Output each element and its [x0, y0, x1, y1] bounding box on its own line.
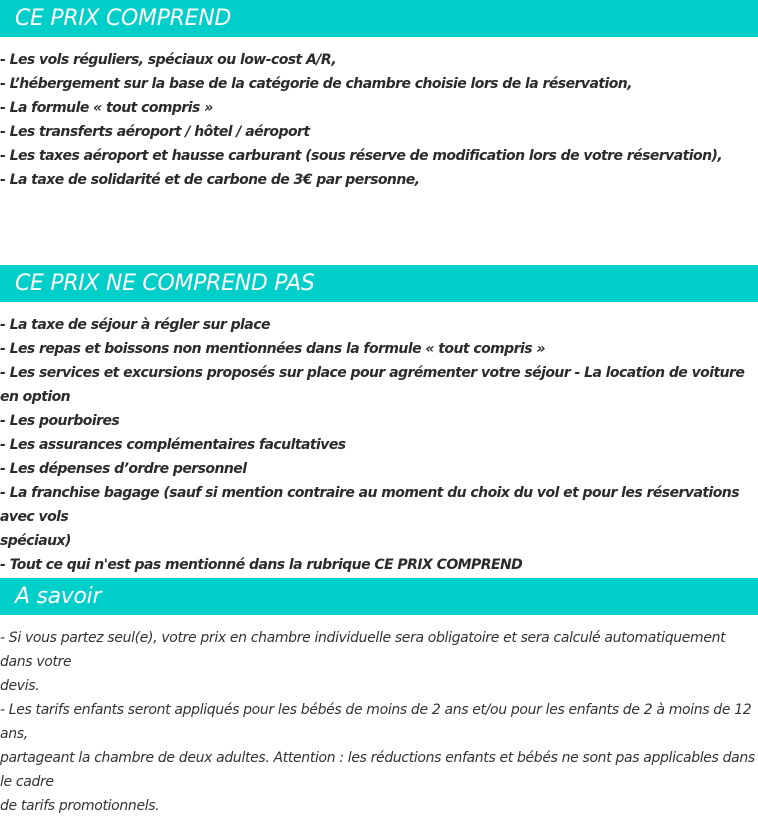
list-item: - Les dépenses d’ordre personnel — [0, 461, 247, 477]
notes-list — [0, 626, 756, 818]
section-header-a-savoir — [0, 578, 758, 615]
list-item: - La formule « tout compris » — [0, 100, 213, 116]
included-list — [0, 48, 756, 192]
list-item: - Les repas et boissons non mentionnées dans la formule « tout compris » — [0, 341, 545, 357]
excluded-list — [0, 313, 756, 577]
list-item: - Tout ce qui n'est pas mentionné dans la rubrique CE PRIX COMPREND — [0, 557, 523, 573]
note-line: de tarifs promotionnels. — [0, 798, 160, 814]
list-item: - L’hébergement sur la base de la catégorie de chambre choisie lors de la réservation, — [0, 76, 632, 92]
list-item: - La franchise bagage (sauf si mention contraire au moment du choix du vol et pour les réservations avec vols — [0, 485, 739, 525]
section-title: CE PRIX NE COMPREND PAS — [15, 271, 315, 296]
section-title: CE PRIX COMPREND — [15, 6, 232, 31]
list-item: - Les assurances complémentaires facultatives — [0, 437, 346, 453]
section-header-prix-comprend — [0, 0, 758, 37]
list-item: spéciaux) — [0, 533, 71, 549]
section-header-prix-ne-comprend-pas — [0, 265, 758, 302]
list-item: - Les taxes aéroport et hausse carburant (sous réserve de modification lors de votre réservation), — [0, 148, 723, 164]
list-item: - La taxe de solidarité et de carbone de 3€ par personne, — [0, 172, 420, 188]
note-line: - Les tarifs enfants seront appliqués pour les bébés de moins de 2 ans et/ou pour les enfants de 2 à moins de 12 ans, — [0, 702, 752, 742]
note-line: partageant la chambre de deux adultes. Attention : les réductions enfants et bébés ne sont pas applicables dans le cadre — [0, 750, 755, 790]
note-line: - Si vous partez seul(e), votre prix en chambre individuelle sera obligatoire et sera calculé automatiquement dans votre — [0, 630, 726, 670]
note-line: devis. — [0, 678, 40, 694]
list-item: - Les vols réguliers, spéciaux ou low-cost A/R, — [0, 52, 337, 68]
list-item: - La taxe de séjour à régler sur place — [0, 317, 270, 333]
list-item: - Les transferts aéroport / hôtel / aéroport — [0, 124, 310, 140]
section-title: A savoir — [15, 584, 102, 609]
list-item: - Les pourboires — [0, 413, 120, 429]
list-item: - Les services et excursions proposés sur place pour agrémenter votre séjour - La location de voiture en option — [0, 365, 745, 405]
